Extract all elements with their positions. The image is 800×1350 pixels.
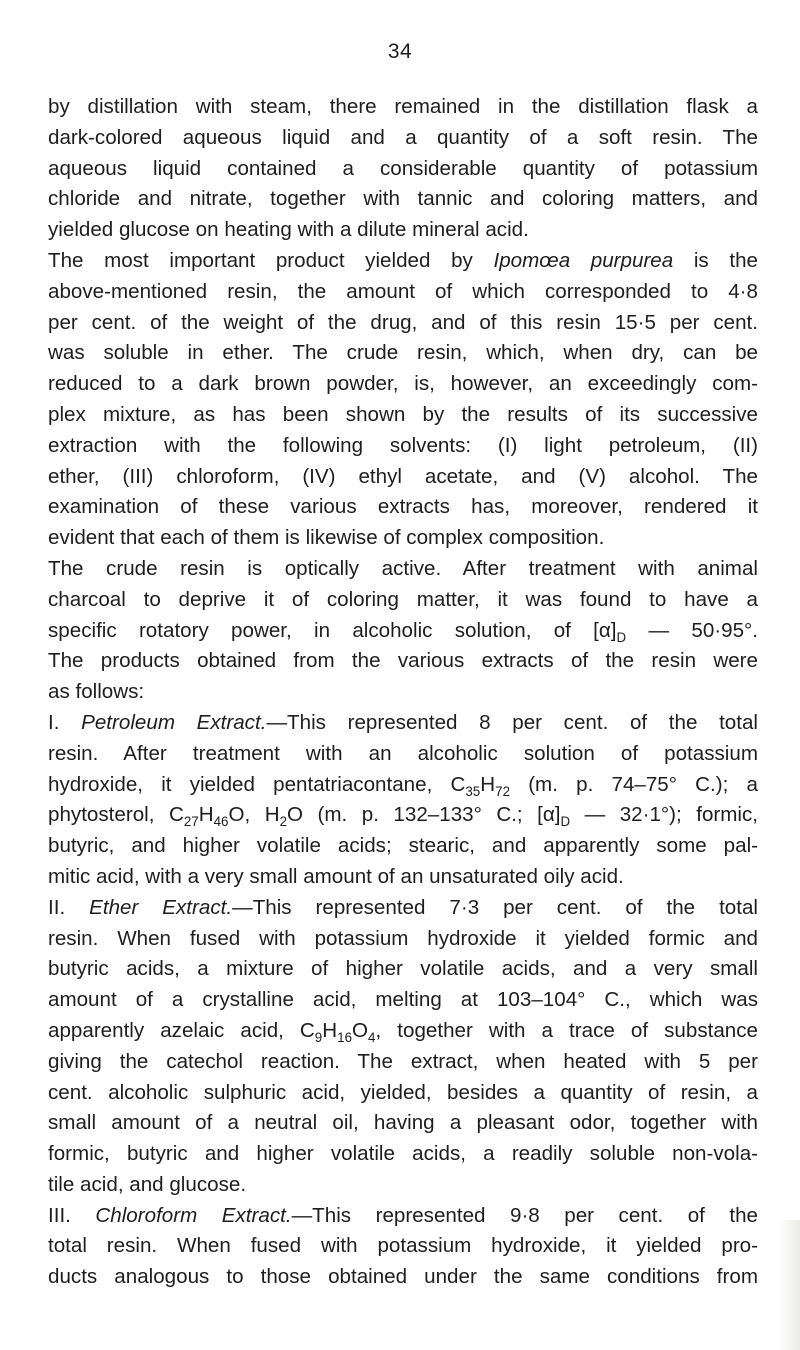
text-line: above-mentioned resin, the amount of which corresponded to 4·8: [48, 279, 758, 303]
section-heading-line: II. Ether Extract.—This represented 7·3 per cent. of the total: [48, 895, 758, 919]
text-line: giving the catechol reaction. The extract, when heated with 5 per: [48, 1049, 758, 1073]
text-line: resin. After treatment with an alcoholic solution of potassium: [48, 741, 758, 765]
text-line: resin. When fused with potassium hydroxide it yielded formic and: [48, 926, 758, 950]
section-heading-line: I. Petroleum Extract.—This represented 8 per cent. of the total: [48, 710, 758, 734]
text-line: The most important product yielded by Ipomœa purpurea is the: [48, 248, 758, 272]
text-line: ducts analogous to those obtained under the same conditions from: [48, 1265, 758, 1289]
text-line: as follows:: [48, 680, 145, 704]
text-line: butyric acids, a mixture of higher volatile acids, and a very small: [48, 957, 758, 981]
section-heading-line: III. Chloroform Extract.—This represented 9·8 per cent. of the: [48, 1203, 758, 1227]
text-line: ether, (III) chloroform, (IV) ethyl acetate, and (V) alcohol. The: [48, 464, 758, 488]
text-line: cent. alcoholic sulphuric acid, yielded, besides a quantity of resin, a: [48, 1080, 758, 1104]
text-line: tile acid, and glucose.: [48, 1172, 247, 1196]
text-line: The products obtained from the various extracts of the resin were: [48, 649, 758, 673]
text-line: extraction with the following solvents: (I) light petroleum, (II): [48, 433, 758, 457]
text-line: The crude resin is optically active. After treatment with animal: [48, 556, 758, 580]
text-line: aqueous liquid contained a considerable quantity of potassium: [48, 156, 758, 180]
text-line: evident that each of them is likewise of complex composition.: [48, 526, 605, 550]
text-line: apparently azelaic acid, $C_9H_{16}O_4$, together with a trace of substance: [48, 1018, 758, 1046]
page-edge-shadow: [778, 1220, 800, 1350]
text-line: dark-colored aqueous liquid and a quantity of a soft resin. The: [48, 125, 758, 149]
text-line: hydroxide, it yielded pentatriacontane, $C_{35}H_{72}$ (m. p. 74–75° C.); a: [48, 772, 758, 799]
text-line: by distillation with steam, there remained in the distillation flask a: [48, 95, 758, 118]
text-line: phytosterol, $C_{27}H_{46}O$, $H_2O$ (m. p. 132–133° C.; $[\alpha]_D$ — 32·1°); formic,: [48, 803, 758, 830]
text-line: specific rotatory power, in alcoholic solution, of $[\alpha]_D$ — 50·95°.: [48, 618, 758, 645]
body-text: [48, 92, 758, 1293]
text-line: per cent. of the weight of the drug, and of this resin 15·5 per cent.: [48, 310, 758, 334]
text-line: mitic acid, with a very small amount of an unsaturated oily acid.: [48, 864, 624, 888]
text-line: chloride and nitrate, together with tannic and coloring matters, and: [48, 187, 758, 211]
text-line: butyric, and higher volatile acids; stearic, and apparently some pal-: [48, 834, 758, 858]
text-line: formic, butyric and higher volatile acids, a readily soluble non-vola-: [48, 1142, 758, 1166]
text-line: total resin. When fused with potassium hydroxide, it yielded pro-: [48, 1234, 758, 1258]
text-line: reduced to a dark brown powder, is, however, an exceedingly com-: [48, 372, 758, 396]
text-line: was soluble in ether. The crude resin, which, when dry, can be: [48, 341, 758, 365]
page-number: 34: [387, 40, 413, 63]
text-line: yielded glucose on heating with a dilute mineral acid.: [48, 218, 529, 242]
text-line: amount of a crystalline acid, melting at 103–104° C., which was: [48, 988, 758, 1012]
text-line: plex mixture, as has been shown by the results of its successive: [48, 402, 758, 426]
text-line: examination of these various extracts has, moreover, rendered it: [48, 495, 758, 519]
text-line: charcoal to deprive it of coloring matter, it was found to have a: [48, 587, 758, 611]
text-line: small amount of a neutral oil, having a pleasant odor, together with: [48, 1111, 758, 1135]
